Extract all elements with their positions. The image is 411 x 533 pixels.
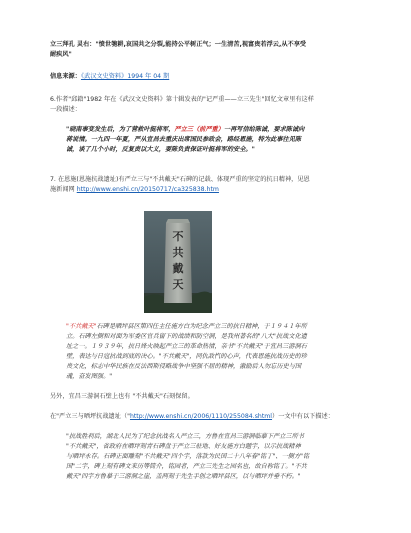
stone-desc-line3: 址之一。１９３９年，抗日烽火映起严立三的革命热情，亲书"不共戴天"于宜昌三游洞石	[66, 343, 307, 350]
item6-line2: 一段描述：	[50, 106, 81, 113]
header-quote-line1: 立三拜孔 灵右："愤世匏耕,哀国共之分裂,能持公平树正气；一生清苦,视富贵若浮云,从不享受	[50, 41, 307, 48]
quote-highlight-red: 严立三（前严重）	[174, 126, 224, 133]
quote-part-a: "晓南事变发生后，为了营救叶挺将军，	[66, 126, 175, 133]
quote2-line5: 戴天"四字方鲁摹于三游洞之崖，盖两刻于先生手创之晒坪县区，以与晒坪并垂不朽。"	[66, 473, 301, 480]
stone-desc-line1	[50, 322, 370, 332]
item6-line1: 6.作者"邱籍"1982 年在《武汉文史资料》第十辑发表的"记严重——立三先生"回忆文章里有这样	[50, 96, 314, 103]
item8-prefix: 在"严立三与晒坪抗战遗址（"	[50, 413, 130, 420]
stone-desc-line5: 贵文化，标志中华民族在反法西斯侵略战争中坚强不屈的精神，激励后人勿忘历史与国	[66, 363, 302, 370]
quote2-line3: 与晒坪永存。石碑正面雕刻"不共戴天"四个字，落款为民国二十八年春"铭丁"、一侧方"铭	[66, 453, 310, 460]
stone-inscription	[170, 229, 186, 293]
item8-link[interactable]: http://www.enshi.cn/2006/1110/255084.shtml	[129, 413, 273, 420]
item7-line1: 7. 在恩施(恩施抗战遗址)有严立三与"不共戴天"石碑的记载、体现严重的坚定的抗日精神，见恩	[50, 176, 310, 183]
quote2-line2: "不共戴天"，省政府在晒坪刻青石碑盘于严立三驻地、好友施方白题字，以示抗战精神	[66, 443, 301, 450]
source-link[interactable]: 《武汉文史资料》1994 年 04 期	[80, 73, 170, 80]
source-prefix: 信息来源：	[50, 73, 81, 80]
stone-description	[50, 322, 370, 382]
item8-suffix: ）一文中有以下描述：	[272, 413, 334, 420]
item7-link[interactable]: http://www.enshi.cn/20150717/ca325838.htm	[76, 186, 219, 193]
stone-desc-rest: 石碑是晒坪县区第四任主任施方白为纪念严立三的抗日精神，于１９４１年所	[96, 323, 307, 330]
quote-part-b: 一再写信给陈诚，要求陈诚向	[223, 126, 305, 133]
stone-desc-red: "不共戴天"	[66, 323, 97, 330]
stone-desc-line4: 壁，表达与日寇抗战到底的决心。"不共戴天"，同仇敌忾的心声，代表恩施抗战历史的珍	[66, 353, 307, 360]
item7-line2	[50, 185, 219, 195]
quote2-block	[50, 432, 370, 482]
stone-tablet-photo	[144, 211, 212, 313]
header-quote-line2: 耐疾风"	[50, 51, 72, 58]
item8-line	[50, 412, 334, 422]
item7-prefix: 施新闻网	[50, 186, 77, 193]
quote2-line4: 国"二字，碑上刻有碑文来历等简介，铭园者，严立三先生之园名也，故自称铭丁。"不共	[66, 463, 307, 470]
stone-desc-line2: 立。石碑左侧和对面为军委区官兵留下的战绩和防空洞，是我州著名的"八大"抗战文化遗	[66, 333, 307, 340]
stone-char-3: 戴	[172, 262, 184, 275]
item6-quote-line1	[50, 125, 370, 135]
item6-quote-line3: 诚，谈了几个小时，反复责以大义，要陈负责保证叶挺将军的安全。"	[66, 146, 255, 153]
stone-char-4: 天	[172, 278, 184, 291]
stone-char-1: 不	[172, 230, 184, 243]
item6-quote-line2: 蒋说情。一九四一年夏，严从宜昌去重庆出席国民参政会，路经恩施，特为此事往见陈	[66, 136, 302, 143]
item6-quote	[50, 125, 370, 155]
quote2-line1: "抗战胜利后，湖北人民为了纪念抗战名人严立三，方鲁在宜昌三游洞临摹下严立三所书	[66, 433, 304, 440]
note-line: 另外，宜昌三游洞石壁上也有 "不共戴天"石刻保留。	[50, 393, 194, 400]
stone-desc-line6: 魂，奋发图强。"	[66, 373, 113, 380]
stone-char-2: 共	[172, 246, 184, 259]
source-line	[50, 72, 169, 82]
